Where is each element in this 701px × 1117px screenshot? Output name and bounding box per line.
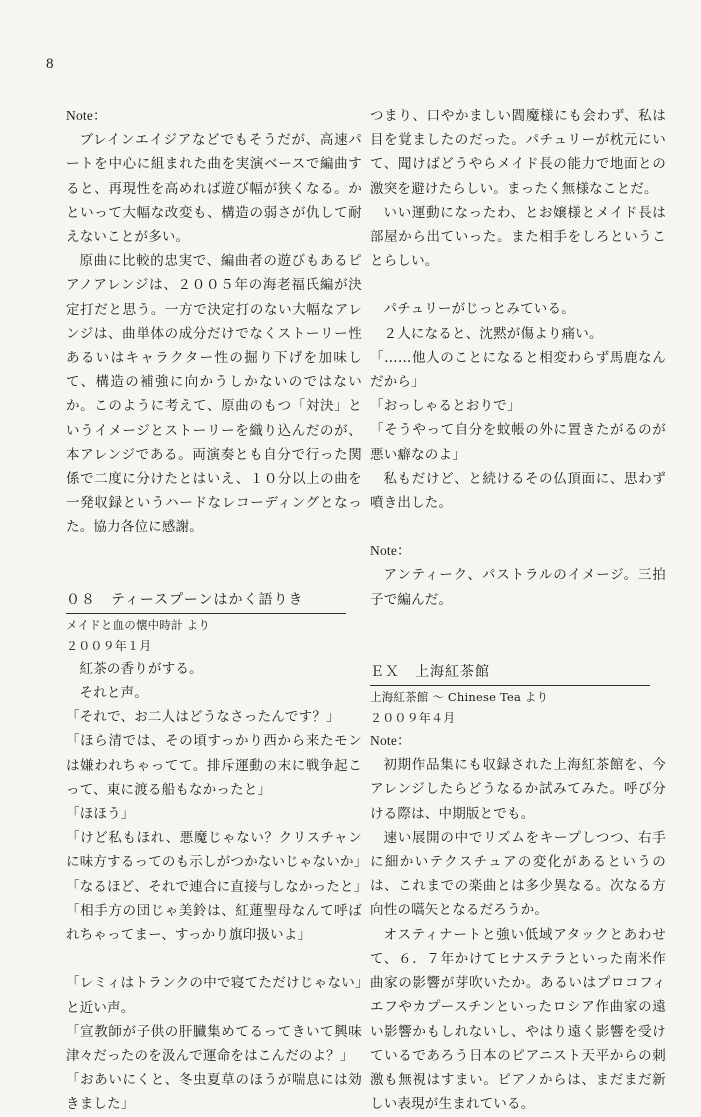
note-paragraph: 原曲に比較的忠実で、編曲者の遊びもあるピアノアレンジは、２００５年の海老福氏編が決定打だと思う。一方で決定打のない大幅なアレンジは、曲単体の成分だけでなくストーリー性あるいはキャラクター性の掘り下げを加味して、構造の補強に向かうしかないのではないか。このように考えて、原曲のもつ「対決」というイメージとストーリーを織り込んだのが、本アレンジである。両演奏とも自分で行った関係で二度に分けたとはいえ、１０分以上の曲を一発収録というハードなレコーディングとなった。協力各位に感謝。 (66, 253, 362, 536)
section-date: ２００９年４月 (370, 711, 456, 726)
section-date: ２００９年１月 (66, 638, 152, 653)
dialogue-line: 「そうやって自分を蚊帳の外に置きたがるのが悪い癖なのよ」 (370, 422, 666, 463)
dialogue-line: 「レミィはトランクの中で寝てただけじゃない」と近い声。 (66, 975, 362, 1016)
dialogue-line: 「……他人のことになると相変わらず馬鹿なんだから」 (370, 349, 666, 391)
story-paragraph: いい運動になったわ、とお嬢様とメイド長は部屋から出ていった。また相手をしろということらしい。 (370, 204, 666, 270)
note-paragraph: 速い展開の中でリズムをキープしつつ、右手に細かいテクスチュアの変化があるというのは、これまでの楽曲とは多少異なる。次なる方向性の嚆矢となるだろうか。 (370, 829, 666, 919)
dialogue-line: 「なるほど、それで連合に直接与しなかったと」 (66, 878, 368, 895)
left-column (66, 104, 368, 1117)
narrative-line: それと声。 (79, 685, 148, 702)
dialogue-line: 「けど私もほれ、悪魔じゃない？クリスチャンに味方するってのも示しがつかないじゃないか」 (66, 830, 368, 871)
note-paragraph: ブレインエイジアなどでもそうだが、高速パートを中心に組まれた曲を実演ベースで編曲すると、再現性を高めれば遊び幅が狭くなる。かといって大幅な改変も、構造の弱さが仇して耐えないことが多い。 (66, 132, 362, 246)
section-source: 上海紅茶館 ～ Chinese Tea より (370, 690, 549, 705)
note-label: Note： (66, 108, 107, 123)
note-paragraph: オスティナートと強い低域アタックとあわせて、６．７年かけてヒナステラといった南米作曲家の影響が芽吹いたか。あるいはプロコフィエフやカプースチンといったロシア作曲家の遠い影響かもしれないし、やはり遠く影響を受けているであろう日本のピアニスト天平からの刺激も無視はすまい。ピアノからは、まだまだ新しい表現が生まれている。 (370, 926, 666, 1113)
section-source: メイドと血の懐中時計 より (66, 617, 211, 632)
note-paragraph: 初期作品集にも収録された上海紅茶館を、今アレンジしたらどうなるか試みてみた。呼び分ける際は、中期版とでも。 (370, 757, 666, 822)
dialogue-line: 「ほら清では、その頃すっかり西から来たモンは嫌われちゃってて。排斥運動の末に戦争起こって、東に渡る船もなかったと」 (66, 733, 362, 798)
section-heading: ＥＸ 上海紅茶館 (370, 660, 650, 686)
story-paragraph: ２人になると、沈黙が傷より痛い。 (383, 325, 603, 342)
dialogue-line: 「宣教師が子供の肝臓集めてるってきいて興味津々だったのを汲んで運命をはこんだのよ？」 (66, 1023, 362, 1064)
story-paragraph: つまり、口やかましい閻魔様にも会わず、私は目を覚ましたのだった。パチュリーが枕元にいて、聞けばどうやらメイド長の能力で地面との激突を避けたらしい。まったく無様なことだ。 (370, 108, 666, 197)
section-heading: ０８ ティースプーンはかく語りき (66, 588, 346, 614)
note-paragraph: アンティーク、パストラルのイメージ。三拍子で編んだ。 (370, 567, 666, 608)
dialogue-line: 「ほほう」 (66, 806, 135, 823)
note-label: Note： (370, 543, 411, 559)
note-label: Note： (370, 733, 411, 749)
narrative-line: 紅茶の香りがする。 (79, 660, 203, 677)
dialogue-line: 「相手方の団じゃ美鈴は、紅蓮聖母なんて呼ばれちゃってまー、すっかり旗印扱いよ」 (66, 902, 362, 944)
dialogue-line: 「それで、お二人はどうなさったんです？」 (66, 709, 340, 726)
right-column (370, 104, 666, 1116)
dialogue-line: 「おっしゃるとおりで」 (370, 398, 521, 415)
page-number: 8 (46, 56, 54, 72)
story-paragraph: 私もだけど、と続けるその仏頂面に、思わず噴き出した。 (370, 470, 666, 512)
dialogue-line: 「おあいにくと、冬虫夏草のほうが喘息には効きました」 (66, 1072, 362, 1113)
story-paragraph: パチュリーがじっとみている。 (383, 301, 575, 318)
